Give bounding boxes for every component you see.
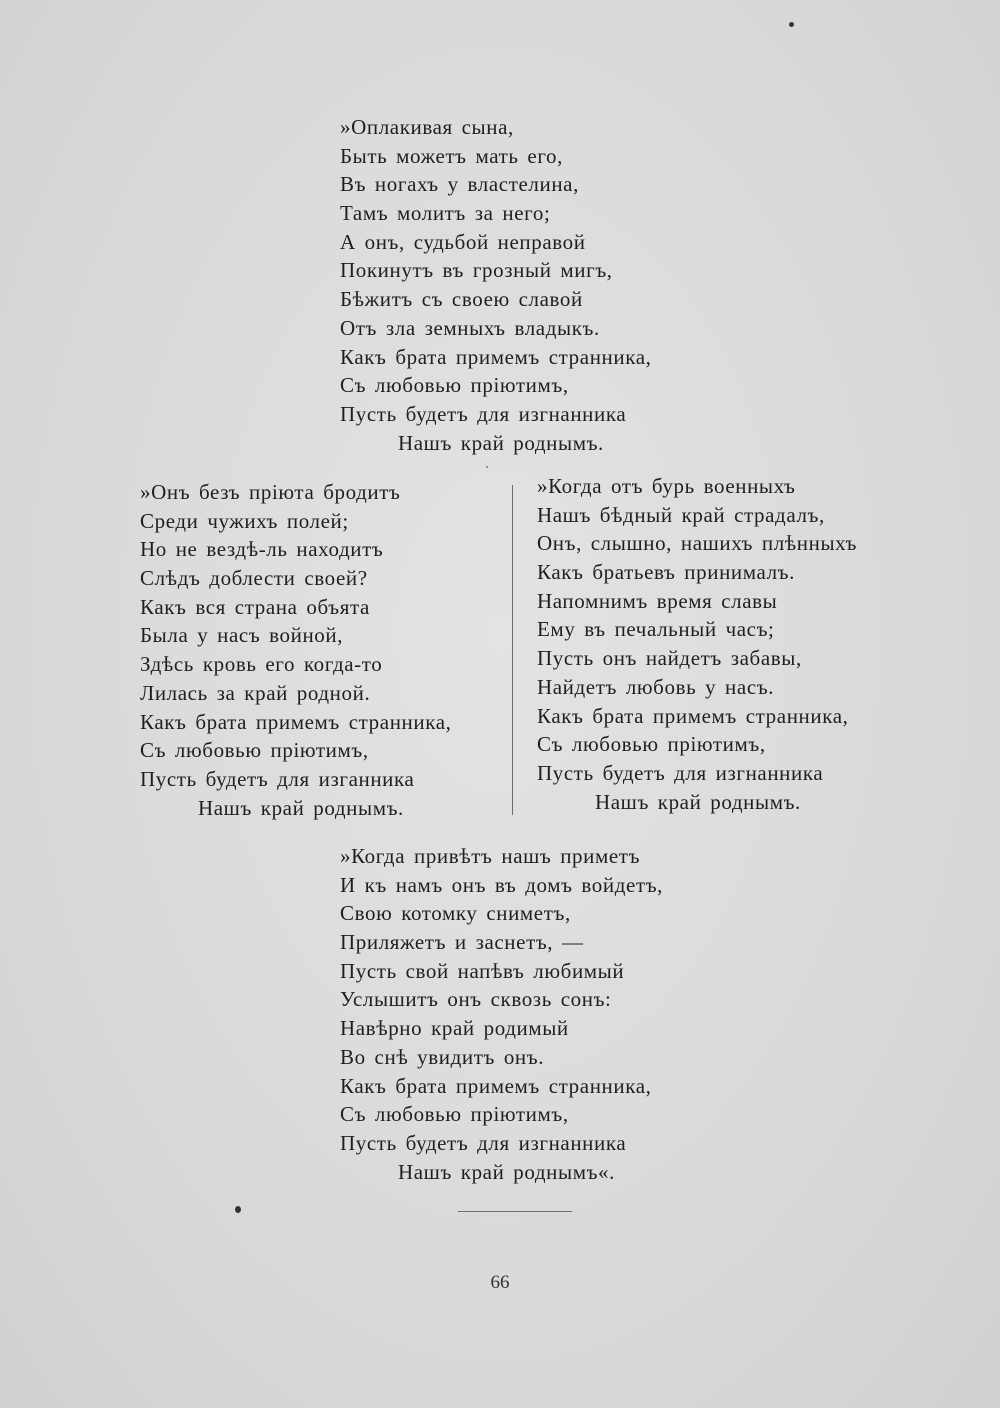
verse-line: Какъ брата примемъ странника, [340, 344, 652, 369]
verse-line: Тамъ молитъ за него; [340, 201, 551, 226]
verse-line: Онъ, слышно, нашихъ плѣнныхъ [537, 531, 857, 556]
verse-line: Какъ брата примемъ странника, [340, 1073, 652, 1098]
verse-line: Съ любовью пріютимъ, [140, 738, 369, 763]
verse-line: Пусть свой напѣвъ любимый [340, 958, 625, 983]
verse-line: Пусть онъ найдетъ забавы, [537, 646, 802, 671]
verse-line: Какъ брата примемъ странника, [537, 703, 849, 728]
verse-line: Съ любовью пріютимъ, [340, 1102, 569, 1127]
verse-line: »Когда отъ бурь военныхъ [537, 474, 796, 498]
verse-line: »Когда привѣтъ нашъ приметъ [340, 844, 641, 868]
verse-line: Во снѣ увидитъ онъ. [340, 1044, 545, 1069]
verse-line: Была у насъ войной, [140, 623, 344, 648]
verse-line: Здѣсь кровь его когда-то [140, 652, 383, 677]
page-number: 66 [490, 1272, 510, 1293]
verse-line: Съ любовью пріютимъ, [340, 373, 569, 398]
verse-line: Но не вездѣ-ль находитъ [140, 537, 384, 562]
verse-line: Нашъ бѣдный край страдалъ, [537, 502, 825, 527]
refrain-last-line: Нашъ край роднымъ. [198, 795, 404, 820]
verse-line: А онъ, судьбой неправой [340, 229, 586, 254]
verse-line: Свою котомку сниметъ, [340, 901, 571, 926]
refrain-last-line: Нашъ край роднымъ. [398, 430, 604, 455]
ink-speck [486, 466, 488, 468]
verse-line: Ему въ печальный часъ; [537, 617, 775, 642]
stanza-1 [340, 113, 651, 457]
verse-line: Съ любовью пріютимъ, [537, 732, 766, 757]
verse-line: Напомнимъ время славы [537, 588, 778, 613]
verse-line: Приляжетъ и заснетъ, — [340, 930, 584, 955]
verse-line: Найдетъ любовь у насъ. [537, 674, 775, 699]
verse-line: Услышитъ онъ сквозь сонъ: [340, 987, 612, 1012]
verse-line: Лилась за край родной. [140, 680, 371, 705]
stanza-2 [140, 478, 451, 822]
end-rule [458, 1211, 572, 1212]
refrain-last-line: Нашъ край роднымъ. [595, 789, 801, 814]
verse-line: »Оплакивая сына, [340, 115, 514, 139]
verse-line: Какъ брата примемъ странника, [140, 709, 452, 734]
column-divider [512, 485, 513, 815]
verse-line: Какъ братьевъ принималъ. [537, 560, 795, 585]
verse-line: Пусть будетъ для изгнанника [340, 401, 627, 426]
verse-line: Слѣдъ доблести своей? [140, 566, 368, 591]
verse-line: Среди чужихъ полей; [140, 508, 349, 533]
verse-line: И къ намъ онъ въ домъ войдетъ, [340, 872, 664, 897]
ink-speck [789, 22, 794, 27]
verse-line: Навѣрно край родимый [340, 1016, 569, 1041]
stanza-3 [537, 472, 857, 816]
verse-line: Покинутъ въ грозный мигъ, [340, 258, 613, 283]
stanza-4 [340, 842, 663, 1186]
verse-line: Быть можетъ мать его, [340, 143, 563, 168]
refrain-last-line: Нашъ край роднымъ«. [398, 1159, 616, 1184]
verse-line: Пусть будетъ для изгнанника [340, 1130, 627, 1155]
verse-line: Бѣжитъ съ своею славой [340, 287, 583, 312]
ink-speck [235, 1206, 241, 1213]
verse-line: »Онъ безъ пріюта бродитъ [140, 480, 401, 504]
verse-line: Какъ вся страна объята [140, 594, 370, 619]
verse-line: Въ ногахъ у властелина, [340, 172, 579, 197]
verse-line: Отъ зла земныхъ владыкъ. [340, 315, 600, 340]
verse-line: Пусть будетъ для изгнанника [537, 760, 824, 785]
verse-line: Пусть будетъ для изганника [140, 766, 415, 791]
